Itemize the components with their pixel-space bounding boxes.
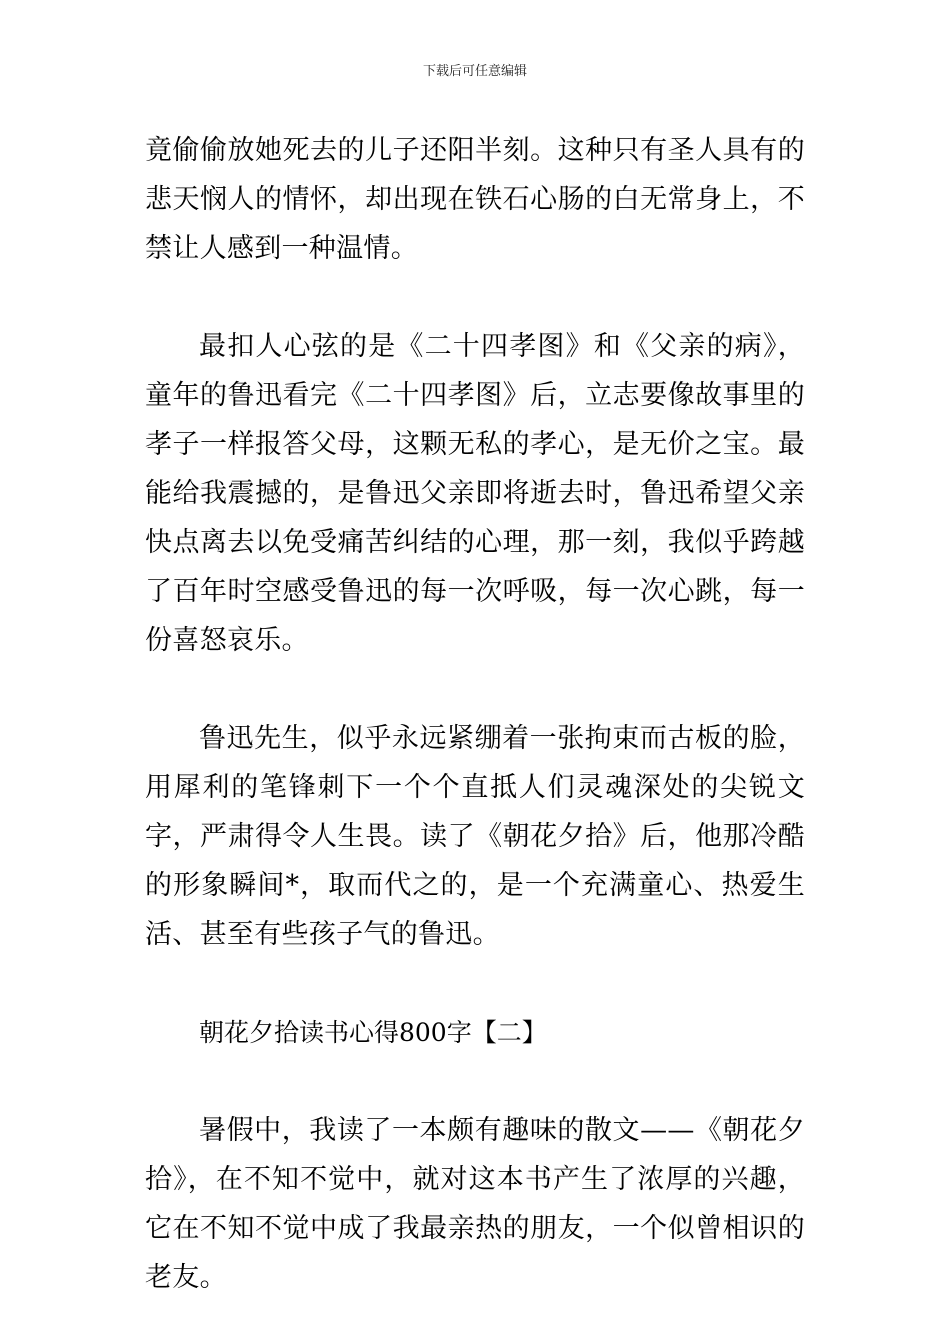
section-heading: 朝花夕拾读书心得800字【二】 <box>199 1018 547 1047</box>
paragraph-continuation: 竟偷偷放她死去的儿子还阳半刻。这种只有圣人具有的悲天悯人的情怀，却出现在铁石心肠的白无常身上，不禁让人感到一种温情。 <box>145 135 805 264</box>
paragraph-spacer <box>145 665 805 714</box>
page-header: 下载后可任意编辑 <box>422 64 527 79</box>
paragraph-spacer <box>145 273 805 322</box>
paragraph-twenty-four-filial: 最扣人心弦的是《二十四孝图》和《父亲的病》，童年的鲁迅看完《二十四孝图》后，立志要像故事里的孝子一样报答父母，这颗无私的孝心，是无价之宝。最能给我震撼的，是鲁迅父亲即将逝去时，鲁迅希望父亲快点离去以免受痛苦纠结的心理，那一刻，我似乎跨越了百年时空感受鲁迅的每一次呼吸，每一次心跳，每一份喜怒哀乐。 <box>145 331 805 656</box>
paragraph-spacer <box>145 959 805 1008</box>
document-body <box>145 126 805 1302</box>
paragraph-summer-reading: 暑假中，我读了一本颇有趣味的散文——《朝花夕拾》，在不知不觉中，就对这本书产生了浓厚的兴趣，它在不知不觉中成了我最亲热的朋友，一个似曾相识的老友。 <box>145 1115 805 1293</box>
paragraph-luxun-portrait: 鲁迅先生，似乎永远紧绷着一张拘束而古板的脸，用犀利的笔锋刺下一个个直抵人们灵魂深处的尖锐文字，严肃得令人生畏。读了《朝花夕拾》后，他那冷酷的形象瞬间*，取而代之的，是一个充满童心、热爱生活、甚至有些孩子气的鲁迅。 <box>145 723 805 950</box>
paragraph-spacer <box>145 1057 805 1106</box>
